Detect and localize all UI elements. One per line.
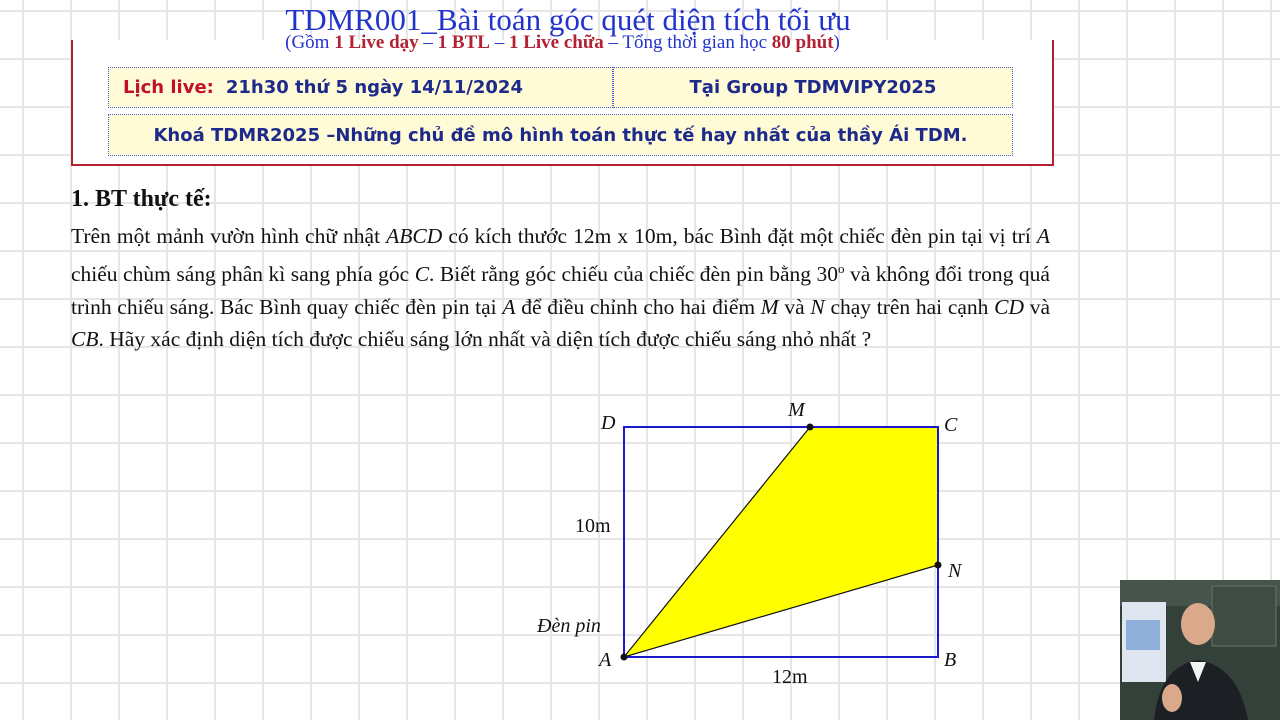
- garden-figure: [520, 395, 1000, 695]
- page-title: TDMR001_Bài toán góc quét diện tích tối ưu: [285, 2, 851, 37]
- course-description: Khoá TDMR2025 –Những chủ đề mô hình toán thực tế hay nhất của thầy Ái TDM.: [108, 114, 1013, 156]
- live-schedule-cell: [108, 67, 613, 108]
- problem-statement: Trên một mảnh vườn hình chữ nhật ABCD có kích thước 12m x 10m, bác Bình đặt một chiếc đèn pin tại vị trí A chiếu chùm sáng phân kì sang phía góc C. Biết rằng góc chiếu của chiếc đèn pin bằng 30$^o$ và không đổi trong quá trình chiếu sáng. Bác Bình quay chiếc đèn pin tại A để điều chỉnh cho hai điểm M và N chạy trên hai cạnh CD và CB. Hãy xác định diện tích được chiếu sáng lớn nhất và diện tích được chiếu sáng nhỏ nhất ?: [71, 224, 1051, 352]
- label-d: D: [601, 412, 616, 434]
- label-n: N: [948, 560, 962, 582]
- presenter-video: [1120, 580, 1280, 720]
- course-subtitle: (Gồm 1 Live dạy – 1 BTL – 1 Live chữa – Tổng thời gian học 80 phút): [285, 34, 840, 52]
- point-m: [807, 424, 814, 431]
- label-c: C: [944, 414, 958, 436]
- live-label: Lịch live:: [123, 77, 214, 98]
- point-n: [935, 562, 942, 569]
- webcam-overlay: [1120, 580, 1280, 720]
- label-m: M: [788, 399, 805, 421]
- label-b: B: [944, 649, 957, 671]
- live-time: 21h30 thứ 5 ngày 14/11/2024: [225, 77, 523, 98]
- live-schedule-row: [108, 67, 1013, 108]
- side-length-vertical: 10m: [575, 515, 611, 537]
- flashlight-label: Đèn pin: [537, 615, 601, 637]
- side-length-horizontal: 12m: [772, 666, 808, 688]
- label-a: A: [599, 649, 612, 671]
- group-cell: Tại Group TDMVIPY2025: [613, 67, 1013, 108]
- lit-region: [624, 427, 938, 657]
- section-heading: 1. BT thực tế:: [71, 186, 212, 212]
- point-a: [621, 654, 628, 661]
- garden-diagram: [520, 395, 1000, 695]
- course-header-box: [71, 34, 1054, 166]
